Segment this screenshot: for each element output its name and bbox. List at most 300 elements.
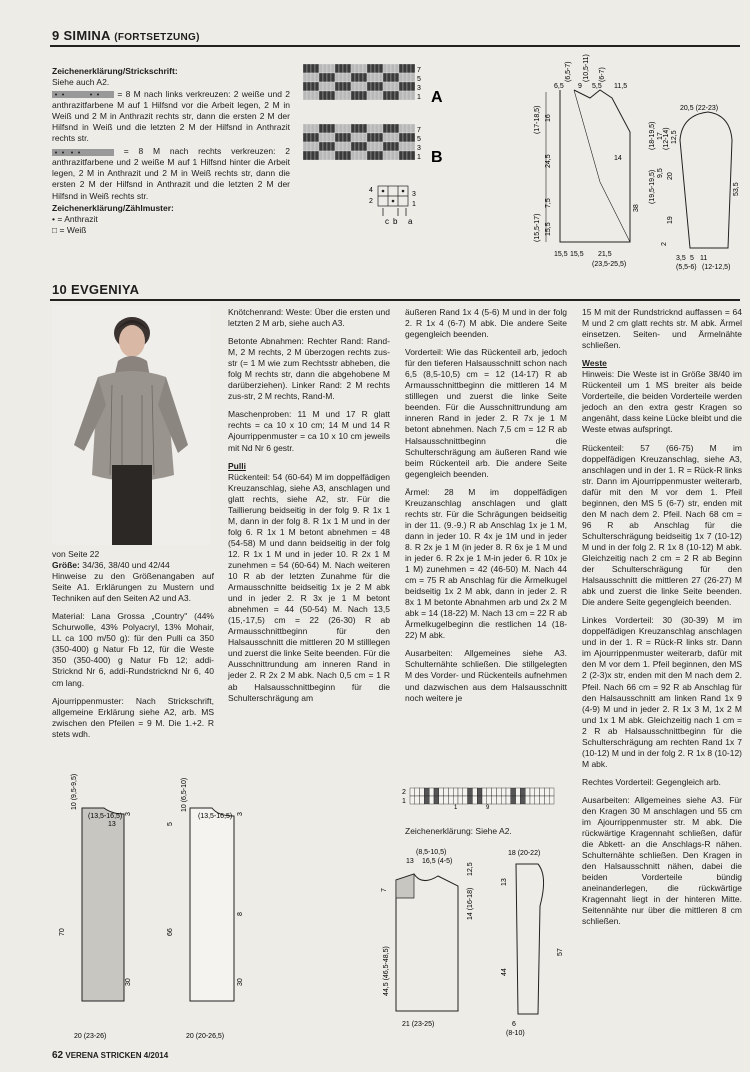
chart-cell	[335, 142, 339, 151]
dim: (18-19,5)	[649, 121, 656, 150]
chart-cell	[395, 64, 399, 73]
chart-cell	[303, 82, 307, 91]
chart-cell	[319, 64, 323, 73]
chart-b	[303, 124, 463, 164]
row-num: 5	[417, 136, 421, 143]
chart-cell	[315, 82, 319, 91]
chart-cell	[307, 82, 311, 91]
chart-cell	[410, 796, 415, 804]
chart-cell	[407, 142, 411, 151]
chart-cell	[375, 133, 379, 142]
chart-cell	[351, 124, 355, 133]
chart-cell	[403, 91, 407, 100]
chart-cell	[367, 82, 371, 91]
dim: 20 (23-26)	[74, 1033, 107, 1040]
chart-cell	[339, 133, 343, 142]
dim: (17-18,5)	[534, 105, 541, 134]
chart-cell	[311, 133, 315, 142]
ausarbeiten: Ausarbeiten: Allgemeines siehe A3. Schulternähte schließen. Die stillgelegten M des Vorder- und Rückenteils aufnehmen und dazwischen aus dem Halsausschnitt noch weitere je	[405, 648, 567, 703]
chart-cell	[395, 133, 399, 142]
chart-cell	[347, 142, 351, 151]
chart-cell	[343, 151, 347, 160]
chart-cell	[535, 796, 540, 804]
row-num: 1	[412, 201, 416, 208]
chart-cell	[335, 91, 339, 100]
dim: 3	[125, 812, 132, 816]
chart-cell	[516, 788, 521, 796]
dim: 13	[501, 878, 508, 886]
chart-cell	[407, 124, 411, 133]
chart-cell	[371, 133, 375, 142]
count-chart	[368, 184, 438, 228]
dim: 7,5	[545, 198, 552, 208]
chart-cell	[307, 142, 311, 151]
chart-cell	[371, 73, 375, 82]
dim: 6,5	[554, 83, 564, 90]
chart-cell	[371, 142, 375, 151]
chart-cell	[399, 73, 403, 82]
chart-cell	[367, 73, 371, 82]
section-10-title: 10 EVGENIYA	[52, 282, 140, 297]
dim: 44,5 (46,5-48,5)	[383, 946, 390, 996]
chart-cell	[453, 788, 458, 796]
dim: (8,5-10,5)	[416, 849, 447, 856]
chart-cell	[403, 73, 407, 82]
chart-cell	[395, 82, 399, 91]
chart-cell	[315, 91, 319, 100]
chart-cell	[355, 151, 359, 160]
chart-cell	[311, 142, 315, 151]
row-num: 3	[417, 85, 421, 92]
chart-cell	[540, 788, 545, 796]
dim: 19	[667, 216, 674, 224]
dim: 13	[108, 821, 116, 828]
chart-cell	[424, 796, 429, 804]
dim: 53,5	[733, 182, 740, 196]
row-num: 4	[369, 187, 373, 194]
chart-cell	[492, 788, 497, 796]
chart-cell	[335, 133, 339, 142]
chart-cell	[343, 73, 347, 82]
chart-cell	[315, 73, 319, 82]
chart-cell	[327, 64, 331, 73]
chart-cell	[420, 796, 425, 804]
chart-cell	[363, 73, 367, 82]
chart-cell	[359, 82, 363, 91]
row-num: 1	[402, 798, 406, 805]
col4-cont: 15 M mit der Rundstricknd auffassen = 64 M und 2 cm glatt rechts str. M abk. Ärmel einsetzen. Seiten- und Ärmelnähte schließen.	[582, 307, 742, 351]
chart-cell	[351, 142, 355, 151]
sec10-col1	[52, 549, 214, 747]
chart-cell	[549, 788, 554, 796]
chart-cell	[434, 796, 439, 804]
chart-cell	[487, 796, 492, 804]
chart-cell	[407, 82, 411, 91]
chart-cell	[407, 133, 411, 142]
page-footer	[52, 1050, 168, 1063]
chart-cell	[343, 64, 347, 73]
dim: 10 (9,5-9,5)	[71, 773, 78, 810]
chart-cell	[323, 73, 327, 82]
chart-cell	[383, 133, 387, 142]
chart-cell	[331, 64, 335, 73]
chart-cell	[339, 124, 343, 133]
size-note: Hinweise zu den Größenangaben auf Seite A1. Erklärungen zu Mustern und Techniken auf den Seiten A2 und A3.	[52, 571, 214, 604]
chart-cell	[403, 64, 407, 73]
chart-cell	[477, 788, 482, 796]
chart-cell	[303, 64, 307, 73]
ajour-chart	[402, 786, 572, 810]
chart-cell	[307, 124, 311, 133]
chart-cell	[363, 151, 367, 160]
chart-cell	[434, 788, 439, 796]
arrow-marker: 1	[454, 805, 458, 811]
chart-cell	[355, 142, 359, 151]
chart-cell	[391, 73, 395, 82]
chart-cell	[327, 73, 331, 82]
chart-cell	[303, 124, 307, 133]
chart-cell	[335, 82, 339, 91]
chart-cell	[383, 73, 387, 82]
rueckenteil: Rückenteil: 54 (60-64) M im doppelfädigen Kreuzanschlag, siehe A3, anschlagen und glatt rechts, siehe A2, str. Für die Taillierung beidseitig in der folg 9. R 1x 1 M, dann in der folg 8. R 1x 1 M und in der folg 6. R 1x 1 M betont abnehmen = 48 (54-58) M und dann beidseitig in der folg 12. R 1x 1 M und in jeder 10. R 2x 1 M zunehmen = 54 (60-64) M. Nach weiteren 10 R ab der letzten Zunahme für die Armausschnitte beidseitig 1x je 2 M abk und in jeder 2. R 3x je 1 M betont abnehmen = 44 (50-54) M. Nach 13,5 (15,-17,5) cm = 22 (26-30) R ab Armausschnittbeginn für den Halsausschnitt die mittleren 20 M stilllegen und zuerst die linke Seite beenden. Für die Ausschnittrundung am inneren Rand in jeder 2. R 2x 2 M abk. Nach 0,5 cm = 1 R ab Halsausschnittbeginn für die Schulterschrägung am	[228, 471, 390, 703]
dim: (13,5-16,5)	[198, 813, 233, 820]
chart-cell	[411, 133, 415, 142]
chart-cell	[379, 133, 383, 142]
dim: 16	[545, 114, 552, 122]
chart-cell	[525, 788, 530, 796]
chart-cell	[391, 124, 395, 133]
dim: 20	[667, 172, 674, 180]
chart-cell	[351, 73, 355, 82]
dim: 5	[690, 255, 694, 262]
chart-cell	[363, 124, 367, 133]
chart-cell	[477, 796, 482, 804]
chart-cell	[439, 796, 444, 804]
chart-cell	[472, 796, 477, 804]
dim: 3	[237, 812, 244, 816]
chart-cell	[323, 82, 327, 91]
dim: 14 (16-18)	[467, 887, 474, 920]
chart-cell	[359, 64, 363, 73]
chart-cell	[429, 796, 434, 804]
chart-cell	[391, 142, 395, 151]
chart-cell	[424, 788, 429, 796]
chart-cell	[379, 151, 383, 160]
chart-cell	[379, 82, 383, 91]
chart-cell	[463, 796, 468, 804]
dim: 9	[578, 83, 582, 90]
chart-cell	[359, 133, 363, 142]
chart-cell	[472, 788, 477, 796]
chart-cell	[371, 82, 375, 91]
row-num: 2	[402, 789, 406, 796]
chart-cell	[387, 151, 391, 160]
dim: 14	[614, 155, 622, 162]
chart-cell	[315, 133, 319, 142]
chart-cell	[375, 151, 379, 160]
dim: 15,5	[545, 222, 552, 236]
dim: 70	[59, 928, 66, 936]
section-divider	[50, 45, 740, 47]
chart-cell	[487, 788, 492, 796]
chart-cell	[530, 788, 535, 796]
chart-cell	[544, 788, 549, 796]
chart-cell	[339, 64, 343, 73]
chart-cell	[347, 133, 351, 142]
dim: 8	[237, 912, 244, 916]
chart-cell	[303, 91, 307, 100]
chart-cell	[319, 73, 323, 82]
chart-a	[303, 64, 463, 104]
chart-cell	[371, 151, 375, 160]
chart-cell	[391, 151, 395, 160]
chart-cell	[383, 142, 387, 151]
chart-cell	[468, 796, 473, 804]
cable-left-symbol	[52, 91, 114, 98]
w-links: Linkes Vorderteil: 30 (30-39) M im doppelfädigen Kreuzanschlag anschlagen und in der 1. R = Rück-R links str. Dann im Ajourrippenmuster weiterarb, dafür mit den M vor dem 1. Pfeil beginnen, den MS 2 (2-3)x str, enden mit den M nach dem 2. Pfeil. Nach 66 cm = 92 R ab Anschlag für den Halsausschnitt am linken Rand 1x 9 (4-9) M und in jeder 2. R 1x 3 M, 1x 2 M und 1x 1 M abk. Gleichzeitig nach 1 cm = 2 R ab Halsausschnittbeginn für die Schulterschrägung am rechten Rand 1x 7 (10-12) M und in der folg 2. R 1x 8 (10-12) M abk.	[582, 615, 742, 769]
chart-cell	[327, 151, 331, 160]
chart-cell	[387, 73, 391, 82]
magazine-name: VERENA STRICKEN 4/2014	[65, 1051, 169, 1060]
chart-cell	[323, 91, 327, 100]
chart-cell	[411, 142, 415, 151]
dim: (13,5-16,5)	[88, 813, 123, 820]
chart-cell	[339, 142, 343, 151]
legend-p2: = 8 M nach rechts verkreuzen: 2 anthrazitfarbene und 2 weiße M auf 1 Hilfsnd hinter die Arbeit legen, 2 M in Anthrazit und 2 M in Weiß rechts str, dann die ersten 2 M der Hilfsnd in Anthrazit und die letzten 2 M der Hilfsnd in Weiß rechts str.	[52, 146, 290, 201]
chart-cell	[375, 82, 379, 91]
count-title: Zeichenerklärung/Zählmuster:	[52, 202, 174, 213]
chart-cell	[303, 142, 307, 151]
chart-cell	[331, 82, 335, 91]
row-num: 3	[417, 145, 421, 152]
chart-cell	[363, 133, 367, 142]
weste-heading: Weste	[582, 358, 607, 369]
chart-cell	[395, 151, 399, 160]
chart-cell	[323, 64, 327, 73]
chart-cell	[319, 82, 323, 91]
dim: 12,5	[671, 130, 678, 144]
chart-cell	[347, 124, 351, 133]
chart-cell	[453, 796, 458, 804]
row-num: 7	[417, 127, 421, 134]
chart-cell	[415, 788, 420, 796]
chart-cell	[375, 124, 379, 133]
dim: 66	[167, 928, 174, 936]
section-divider	[50, 299, 740, 301]
chart-cell	[351, 91, 355, 100]
chart-cell	[399, 142, 403, 151]
dim: 6	[512, 1021, 516, 1028]
chart-cell	[311, 73, 315, 82]
chart-cell	[367, 124, 371, 133]
dim: 15,5	[554, 251, 568, 258]
chart-cell	[403, 82, 407, 91]
chart-cell	[403, 133, 407, 142]
chart-cell	[391, 82, 395, 91]
chart-cell	[516, 796, 521, 804]
dim: 15,5	[570, 251, 584, 258]
chart-cell	[383, 64, 387, 73]
chart-cell	[395, 142, 399, 151]
dim: (5,5-6)	[676, 264, 697, 271]
chart-cell	[367, 64, 371, 73]
chart-cell	[343, 91, 347, 100]
chart-cell	[391, 133, 395, 142]
dim: (12-12,5)	[702, 264, 731, 271]
dim: (15,5-17)	[534, 213, 541, 242]
chart-cell	[323, 124, 327, 133]
legend-p1: = 8 M nach links verkreuzen: 2 weiße und 2 anthrazitfarbene M auf 1 Hilfsnd vor die Arbeit legen, 2 M in Weiß und 2 M in Anthrazit rechts str, dann die ersten 2 M der Hilfsnd in Weiß und die letzten 2 M der Hilfsnd in Anthrazit rechts str.	[52, 89, 290, 144]
page-number: 62	[52, 1050, 64, 1061]
chart-cell	[351, 82, 355, 91]
chart-cell	[407, 73, 411, 82]
chart-cell	[395, 73, 399, 82]
dim: (12-14)	[663, 127, 670, 150]
dim: 12,5	[467, 862, 474, 876]
chart-cell	[387, 142, 391, 151]
chart-cell	[315, 151, 319, 160]
chart-cell	[387, 133, 391, 142]
chart-cell	[501, 796, 506, 804]
chart-cell	[303, 73, 307, 82]
chart-cell	[347, 82, 351, 91]
dim: 11	[700, 255, 708, 262]
chart-cell	[482, 788, 487, 796]
dim: 10 (6,5-10)	[181, 777, 188, 812]
chart-cell	[383, 151, 387, 160]
chart-cell	[363, 142, 367, 151]
chart-cell	[311, 64, 315, 73]
chart-cell	[387, 82, 391, 91]
chart-cell	[339, 91, 343, 100]
dim: 20 (20-26,5)	[186, 1033, 225, 1040]
chart-cell	[544, 796, 549, 804]
arrow-marker: 9	[486, 805, 490, 811]
chart-cell	[458, 796, 463, 804]
chart-cell	[410, 788, 415, 796]
dim: 18 (20-22)	[508, 850, 541, 857]
knoetchenrand: Knötchenrand: Weste: Über die ersten und letzten 2 M arb, siehe auch A3.	[228, 307, 390, 329]
chart-cell	[371, 91, 375, 100]
chart-cell	[323, 151, 327, 160]
chart-cell	[351, 133, 355, 142]
schema-pulli	[378, 846, 578, 1042]
chart-cell	[525, 796, 530, 804]
row-num: 2	[369, 198, 373, 205]
chart-cell	[448, 796, 453, 804]
chart-cell	[355, 73, 359, 82]
section-9-title: 9 SIMINA (FORTSETZUNG)	[52, 28, 200, 43]
chart-cell	[307, 151, 311, 160]
w-ausarbeiten: Ausarbeiten: Allgemeines siehe A3. Für den Kragen 30 M anschlagen und 55 cm im Ajourrippenmuster str. M abk. Die rückwärtige Kragennaht schließen, dafür die Abkett- an die Anschlags-R nähen. Schulternähte schließen. Den Kragen in den Halsausschnitt nähen, dabei die beiden Vorderteile bündig aneinanderlegen, die rückwärtige Kragennaht liegt in der hinteren Mitte. Seitennähte nur über die mittleren 8 cm schließen.	[582, 794, 742, 927]
chart-cell	[319, 142, 323, 151]
legend-ref: Siehe auch A2.	[52, 77, 110, 88]
chart-cell	[319, 91, 323, 100]
chart-cell	[468, 788, 473, 796]
chart-cell	[327, 82, 331, 91]
ajour-pattern: Ajourrippenmuster: Nach Strickschrift, allgemeine Erklärung siehe A2, arb. MS zwischen den Pfeilen = 9 M. Die 1.+2. R stets wdh.	[52, 695, 214, 739]
chart-cell	[411, 82, 415, 91]
chart-cell	[363, 91, 367, 100]
chart-cell	[359, 73, 363, 82]
chart-cell	[379, 91, 383, 100]
chart-cell	[343, 142, 347, 151]
chart-cell	[339, 151, 343, 160]
sec9-legend	[52, 66, 290, 236]
pulli-heading: Pulli	[228, 460, 246, 471]
chart-cell	[379, 142, 383, 151]
chart-cell	[331, 133, 335, 142]
chart-cell	[375, 142, 379, 151]
chart-cell	[327, 91, 331, 100]
zeichen-line: Zeichenerklärung: Siehe A2.	[405, 826, 512, 836]
dim: 30	[237, 978, 244, 986]
dim: (19,5-19,5)	[649, 169, 656, 204]
chart-cell	[339, 82, 343, 91]
dim: 24,5	[545, 154, 552, 168]
chart-cell	[355, 82, 359, 91]
chart-cell	[363, 64, 367, 73]
count-dot: • = Anthrazit	[52, 213, 98, 224]
chart-cell	[347, 91, 351, 100]
chart-cell	[391, 91, 395, 100]
dim: 11,5	[614, 83, 628, 90]
chart-cell	[327, 133, 331, 142]
chart-cell	[319, 133, 323, 142]
chart-cell	[458, 788, 463, 796]
dim: 44	[501, 968, 508, 976]
dim: 38	[633, 204, 640, 212]
dim: 2	[661, 242, 668, 246]
chart-cell	[399, 64, 403, 73]
dim: 21,5	[598, 251, 612, 258]
chart-cell	[463, 788, 468, 796]
chart-cell	[331, 142, 335, 151]
row-num: 1	[417, 94, 421, 101]
chart-cell	[327, 142, 331, 151]
chart-cell	[331, 73, 335, 82]
col-label: a	[408, 217, 413, 226]
chart-cell	[411, 124, 415, 133]
chart-cell	[411, 73, 415, 82]
dim: 30	[125, 978, 132, 986]
dim: 17	[657, 132, 664, 140]
hinweis: Hinweis: Die Weste ist in Größe 38/40 im Rückenteil um 1 MS breiter als beide Vorderteile, die beiden Vorderteile werden jedoch an den extra gestr Kragen so angenäht, dass keine Lücke bleibt und die Weste etwas aufspringt.	[582, 369, 742, 435]
chart-cell	[335, 151, 339, 160]
chart-cell	[444, 788, 449, 796]
chart-cell	[395, 124, 399, 133]
chart-cell	[407, 91, 411, 100]
dim: 13	[406, 858, 414, 865]
chart-cell	[315, 142, 319, 151]
dim: (23,5-25,5)	[592, 261, 627, 268]
chart-cell	[355, 124, 359, 133]
chart-cell	[315, 124, 319, 133]
chart-cell	[351, 64, 355, 73]
chart-cell	[520, 796, 525, 804]
chart-cell	[303, 133, 307, 142]
legend-title: Zeichenerklärung/Strickschrift:	[52, 66, 178, 76]
dim: 21 (23-25)	[402, 1021, 435, 1028]
chart-cell	[311, 82, 315, 91]
chart-cell	[307, 73, 311, 82]
chart-cell	[319, 151, 323, 160]
chart-cell	[415, 796, 420, 804]
chart-cell	[530, 796, 535, 804]
chart-cell	[343, 82, 347, 91]
chart-cell	[367, 151, 371, 160]
chart-cell	[387, 124, 391, 133]
